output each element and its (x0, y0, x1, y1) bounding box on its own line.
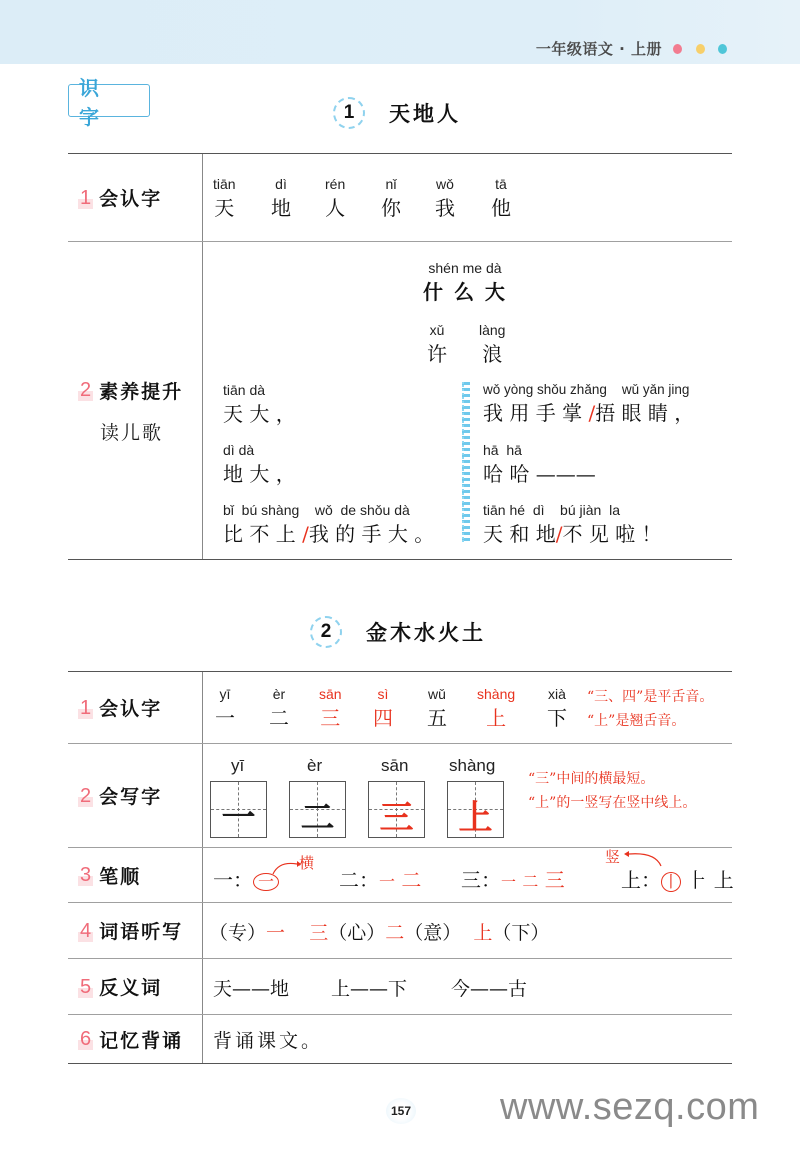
row-label (68, 903, 203, 958)
pause-slash: / (588, 401, 596, 425)
pause-slash: / (555, 522, 563, 546)
recite-cell (203, 1015, 732, 1063)
watermark: www.sezq.com (500, 1086, 760, 1128)
decor-dot-pink-icon (673, 44, 682, 54)
table-row (68, 848, 732, 903)
poem-line: wǒ yòng shǒu zhǎng wǔ yǎn jing 我 用 手 掌 /捂 眼 睛 ， (483, 382, 695, 425)
lesson-1-heading (333, 97, 461, 129)
row-label-text: 会认字 (99, 698, 163, 720)
char-item: wǒ 我 (435, 176, 455, 220)
row-number: 4 (80, 919, 92, 942)
table-row (68, 903, 732, 959)
poem-line: bǐ bú shàng wǒ de shǒu dà 比 不 上 /我 的 手 大 。 (223, 502, 435, 546)
book-title: 一年级语文 · 上册 (535, 40, 662, 58)
row-label (68, 242, 203, 559)
row-label-text: 笔顺 (99, 865, 142, 888)
lesson-1-table (68, 153, 732, 560)
stroke-item: 三：一 二 三 (461, 868, 565, 892)
row-number: 1 (80, 696, 92, 719)
stroke-item: 一： 一 (213, 864, 279, 893)
row-label-text: 会写字 (99, 786, 163, 808)
page-number: 157 (386, 1098, 416, 1124)
lesson-number-badge: 2 (310, 616, 342, 648)
lesson-number-badge: 1 (333, 97, 365, 129)
highlight-oval: 一 (253, 873, 279, 891)
row-label-text: 会认字 (99, 188, 163, 210)
writing-note: “上”的一竖写在竖中线上。 (528, 795, 697, 811)
dictation-cell (203, 903, 732, 958)
poem-line: tiān hé dì bú jiàn la 天 和 地/不 见 啦 ！ (483, 502, 662, 546)
poem-line: tiān dà 天 大 ， (223, 382, 296, 426)
decor-dot-yellow-icon (696, 44, 705, 54)
table-row (68, 672, 732, 744)
row-sublabel: 读儿歌 (100, 421, 164, 444)
antonyms-cell (203, 959, 732, 1014)
antonym-pair: 今——古 (451, 978, 528, 1000)
char-item: tā 他 (491, 176, 511, 220)
row-label (68, 1015, 203, 1063)
tian-grid-box: 上 (447, 781, 504, 838)
highlight-oval: 丨 (663, 872, 680, 891)
recognize-chars-cell (203, 154, 732, 241)
pronunciation-note: “三、四”是平舌音。 (587, 689, 714, 705)
row-number: 2 (80, 784, 92, 807)
writing-note: “三”中间的横最短。 (528, 771, 655, 787)
row-label-text: 素养提升 (99, 380, 184, 403)
row-label (68, 848, 203, 902)
table-row (68, 959, 732, 1015)
row-number: 1 (80, 186, 92, 209)
stroke-order-cell (203, 848, 732, 902)
char-item: dì 地 (271, 176, 291, 220)
char-item: tiān 天 (213, 176, 236, 220)
arrow-icon (271, 858, 301, 878)
lesson-title: 天地人 (389, 102, 461, 126)
char-item: xià 下 (547, 686, 567, 730)
poem-line: dì dà 地 大 ， (223, 442, 296, 486)
char-item: shàng 上 (477, 686, 516, 730)
row-label (68, 154, 203, 241)
wavy-divider-line (462, 382, 470, 542)
char-item: sì 四 (373, 686, 393, 730)
row-label (68, 959, 203, 1014)
antonym-pair: 天——地 (213, 978, 290, 1000)
stroke-item: 上： 丨 ⺊ 上 (621, 868, 734, 892)
antonym-pair: 上——下 (331, 978, 408, 1000)
row-label-text: 记忆背诵 (99, 1029, 184, 1052)
stroke-item: 二：一 二 (339, 868, 422, 892)
char-item: wǔ 五 (427, 686, 447, 730)
row-number: 2 (80, 379, 92, 401)
lesson-2-heading (310, 616, 486, 648)
tian-grid-box: 二 (289, 781, 346, 838)
write-chars-cell: yī 一 èr 二 sān 三 shàng 上 “三”中间的横最短。 “上”的一竖写在竖中线上。 (203, 744, 732, 847)
table-row (68, 744, 732, 848)
row-number: 6 (80, 1028, 92, 1050)
row-label (68, 672, 203, 743)
char-item: sān 三 (319, 686, 342, 730)
row-number: 5 (80, 975, 92, 998)
char-item: èr 二 (269, 686, 289, 730)
section-tag: 识 字 (68, 84, 150, 117)
stroke-annotation: 竖 (605, 848, 621, 866)
pause-slash: / (302, 522, 309, 546)
decor-dot-cyan-icon (718, 44, 727, 54)
lesson-title: 金木水火土 (366, 621, 486, 645)
char-item: rén 人 (325, 176, 346, 220)
tian-grid-box: 一 (210, 781, 267, 838)
row-label (68, 744, 203, 847)
row-label-text: 反义词 (99, 977, 163, 999)
poem-author-2: làng 浪 (479, 322, 506, 366)
tian-grid-box: 三 (368, 781, 425, 838)
char-item: yī 一 (215, 686, 235, 730)
row-number: 3 (80, 864, 92, 886)
pronunciation-note: “上”是翘舌音。 (587, 713, 686, 729)
table-row (68, 242, 732, 559)
lesson-2-table (68, 671, 732, 1064)
poem-title: shén me dà 什 么 大 (423, 260, 507, 304)
poem-line: hā hā 哈 哈 ——— (483, 442, 596, 486)
char-item: nǐ 你 (381, 176, 401, 220)
poem-author-1: xǔ 许 (427, 322, 447, 366)
table-row (68, 1015, 732, 1063)
dictation-words: （专）一 三（心）二（意） 上（下） (209, 922, 550, 944)
recite-text: 背诵课文。 (213, 1030, 324, 1052)
recognize-chars-cell (203, 672, 732, 743)
table-row (68, 154, 732, 242)
page-header-band (0, 0, 800, 64)
stroke-annotation: 横 (299, 854, 315, 872)
row-label-text: 词语听写 (99, 921, 184, 943)
